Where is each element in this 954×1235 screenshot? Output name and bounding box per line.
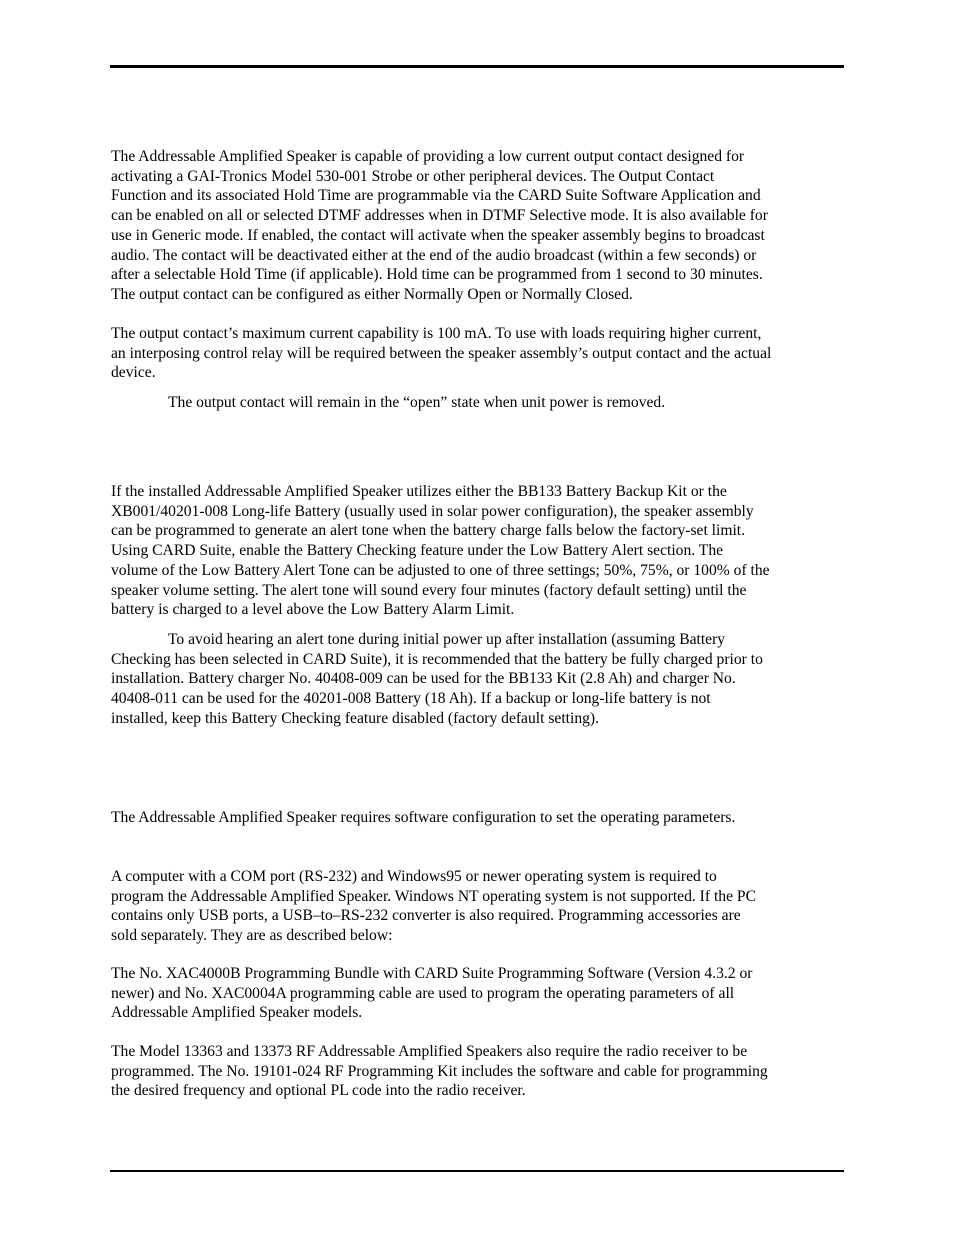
text-line: The output contact will remain in the “open” state when unit power is removed. [168, 394, 666, 411]
text-line: can be enabled on all or selected DTMF addresses when in DTMF Selective mode. It is also available for [111, 207, 768, 225]
text-line: an interposing control relay will be required between the speaker assembly’s output contact and the actual [111, 344, 772, 362]
text-line: volume of the Low Battery Alert Tone can be adjusted to one of three settings; 50%, 75%, or 100% of the [111, 561, 770, 579]
text-line: XB001/40201-008 Long-life Battery (usually used in solar power configuration), the speaker assembly [111, 502, 754, 520]
paragraph-rf-programming [111, 1042, 846, 1101]
text-line: sold separately. They are as described below: [111, 927, 393, 945]
paragraph-software-config [111, 808, 846, 828]
paragraph-output-contact-current [111, 324, 846, 383]
text-line: If the installed Addressable Amplified Speaker utilizes either the BB133 Battery Backup Kit or the [111, 483, 727, 500]
text-line: Checking has been selected in CARD Suite), it is recommended that the battery be fully charged prior to [111, 650, 763, 668]
text-line: The output contact can be configured as either Normally Open or Normally Closed. [111, 285, 633, 303]
text-line: To avoid hearing an alert tone during initial power up after installation (assuming Battery [168, 631, 726, 648]
text-line: program the Addressable Amplified Speaker. Windows NT operating system is not supported. If the PC [111, 887, 756, 905]
text-line: device. [111, 364, 156, 382]
text-line: audio. The contact will be deactivated either at the end of the audio broadcast (within a few seconds) or [111, 246, 757, 264]
text-line: The Addressable Amplified Speaker is capable of providing a low current output contact designed for [111, 148, 745, 165]
text-line: Using CARD Suite, enable the Battery Checking feature under the Low Battery Alert section. The [111, 542, 724, 560]
paragraph-programming-bundle [111, 964, 846, 1023]
footer-rule [110, 1170, 844, 1172]
text-line: newer) and No. XAC0004A programming cable are used to program the operating parameters of all [111, 984, 735, 1002]
text-line: A computer with a COM port (RS-232) and Windows95 or newer operating system is required to [111, 868, 717, 885]
text-line: contains only USB ports, a USB–to–RS-232 converter is also required. Programming accessories are [111, 907, 741, 925]
text-line: Addressable Amplified Speaker models. [111, 1004, 363, 1022]
text-line: The output contact’s maximum current capability is 100 mA. To use with loads requiring higher current, [111, 325, 762, 342]
text-line: speaker volume setting. The alert tone will sound every four minutes (factory default setting) until the [111, 581, 747, 599]
paragraph-output-contact-power-note [111, 393, 846, 413]
text-line: programmed. The No. 19101-024 RF Programming Kit includes the software and cable for programming [111, 1062, 768, 1080]
text-line: can be programmed to generate an alert tone when the battery charge falls below the factory-set limit. [111, 522, 746, 540]
text-line: use in Generic mode. If enabled, the contact will activate when the speaker assembly begins to broadcast [111, 226, 765, 244]
paragraph-output-contact-intro [111, 147, 846, 305]
text-line: battery is charged to a level above the Low Battery Alarm Limit. [111, 601, 515, 619]
header-rule [110, 65, 844, 68]
paragraph-battery-alert [111, 482, 846, 620]
paragraph-computer-requirements [111, 867, 846, 946]
text-line: after a selectable Hold Time (if applicable). Hold time can be programmed from 1 second to 30 minutes. [111, 266, 763, 284]
text-line: installed, keep this Battery Checking feature disabled (factory default setting). [111, 709, 600, 727]
text-line: the desired frequency and optional PL code into the radio receiver. [111, 1082, 526, 1100]
text-line: installation. Battery charger No. 40408-009 can be used for the BB133 Kit (2.8 Ah) and charger No. [111, 670, 736, 688]
text-line: The No. XAC4000B Programming Bundle with CARD Suite Programming Software (Version 4.3.2 or [111, 965, 753, 982]
text-line: The Model 13363 and 13373 RF Addressable Amplified Speakers also require the radio receiver to be [111, 1043, 748, 1060]
text-line: 40408-011 can be used for the 40201-008 Battery (18 Ah). If a backup or long-life battery is not [111, 690, 711, 708]
text-line: The Addressable Amplified Speaker requires software configuration to set the operating parameters. [111, 809, 736, 826]
text-line: Function and its associated Hold Time are programmable via the CARD Suite Software Application and [111, 187, 761, 205]
paragraph-battery-note [111, 630, 846, 729]
text-line: activating a GAI-Tronics Model 530-001 Strobe or other peripheral devices. The Output Contact [111, 167, 715, 185]
